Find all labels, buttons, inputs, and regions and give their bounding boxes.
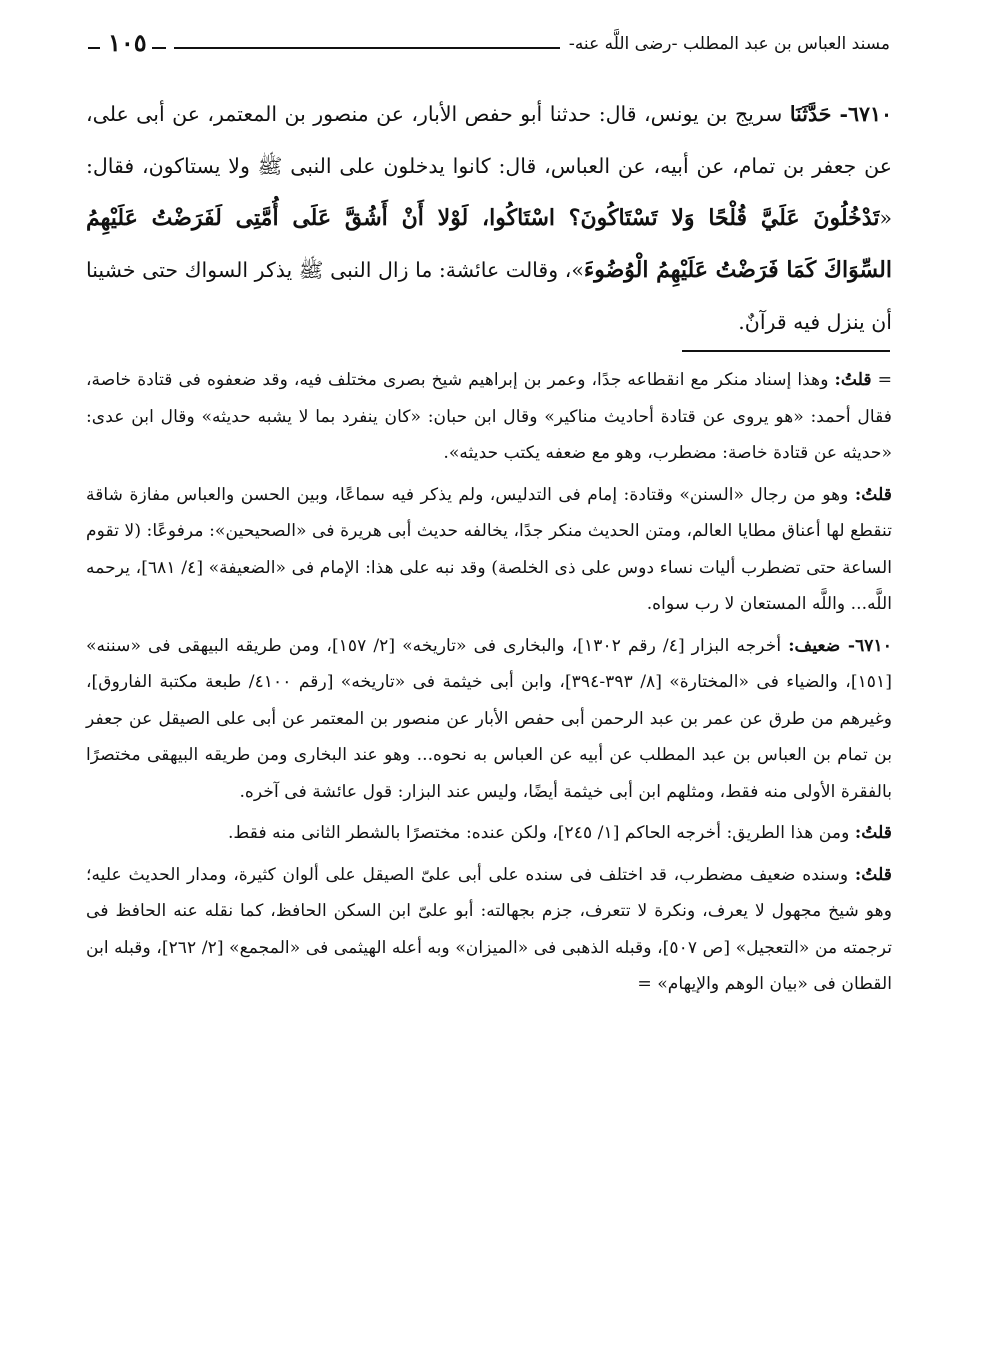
footnote-2 bbox=[86, 477, 892, 623]
footnote-label: قلتُ: bbox=[854, 484, 892, 505]
hadith-quote: تَدْخُلُونَ عَلَيَّ قُلْحًا وَلا تَسْتَاكُونَ؟ اسْتَاكُوا، لَوْلا أَنْ أَشُقَّ عَلَى أُمَّتِى لَفَرَضْتُ عَلَيْهِمُ السِّوَاكَ كَمَا فَرَضْتُ عَلَيْهِمُ الْوُضُوءَ bbox=[86, 205, 892, 283]
footnote-text: وسنده ضعيف مضطرب، قد اختلف فى سنده على أبى علىّ الصيقل على ألوان كثيرة، ومدار الحديث عليه؛ وهو شيخ مجهول لا يعرف، ونكرة لا تتعرف، جزم بجهالته: أبو علىّ ابن السكن الحافظ، كما نقله عنه الحافظ فى ترجمته من «التعجيل» [ص ٥٠٧]، وقبله الذهبى فى «الميزان» وبه أعله الهيثمى فى «المجمع» [٢/ ٢٦٢]، وقبله ابن القطان فى «بيان الوهم والإيهام» = bbox=[86, 864, 892, 994]
hadith-ending: »، وقالت عائشة: ما زال النبى ﷺ يذكر السواك حتى خشينا أن ينزل فيه قرآنٌ. bbox=[86, 258, 892, 334]
header-rule bbox=[174, 47, 560, 49]
hadith-isnad: سريج بن يونس، قال: حدثنا أبو حفص الأبار، عن منصور بن المعتمر، عن أبى على، عن جعفر بن تمام، عن أبيه، عن العباس، قال: كانوا يدخلون على النبى ﷺ ولا يستاكون، فقال: « bbox=[86, 102, 892, 230]
footnote-text: وهو من رجال «السنن» وقتادة: إمام فى التدليس، ولم يذكر فيه سماعًا، وبين الحسن والعباس مفازة شاقة تنقطع لها أعناق مطايا العالم، ومتن الحديث منكر جدًا، يخالفه حديث أبى هريرة فى «الصحيحين»: مرفوعًا: (لا تقوم الساعة حتى تضطرب أليات نساء دوس على ذى الخلصة) وقد نبه على هذا: الإمام فى «الضعيفة» [٤/ ٦٨١]، يرحمه اللَّه... واللَّه المستعان لا رب سواه. bbox=[86, 484, 892, 614]
footnote-1 bbox=[86, 362, 892, 472]
footnote-label: ٦٧١٠- ضعيف: bbox=[788, 635, 893, 656]
running-header bbox=[88, 28, 890, 64]
footnote-3 bbox=[86, 628, 892, 811]
footnote-separator bbox=[682, 350, 890, 352]
header-dash-left bbox=[88, 47, 100, 49]
footnote-4 bbox=[86, 815, 892, 852]
continuation-mark: = bbox=[877, 370, 893, 390]
footnote-text: ومن هذا الطريق: أخرجه الحاكم [١/ ٢٤٥]، ولكن عنده: مختصرًا بالشطر الثانى منه فقط. bbox=[227, 823, 855, 843]
header-dash-right bbox=[152, 47, 166, 49]
footnote-text: أخرجه البزار [٤/ رقم ١٣٠٢]، والبخارى فى «تاريخه» [٢/ ١٥٧]، ومن طريقه البيهقى فى «سننه» [١٥١]، والضياء فى «المختارة» [٨/ ٣٩٣-٣٩٤]، وابن أبى خيثمة فى «تاريخه» [رقم ٤١٠٠/ طبعة مكتبة الفاروق]، وغيرهم من طرق عن عمر بن عبد الرحمن أبى حفص الأبار عن منصور بن المعتمر عن أبى على الصيقل عن جعفر بن تمام بن العباس بن عبد المطلب عن أبيه عن العباس به نحوه... وهو عند البخارى ومن طريقه البيهقى مختصرًا بالفقرة الأولى منه فقط، ومثلهم ابن أبى خيثمة أيضًا، وليس عند البزار: قول عائشة فى آخره. bbox=[86, 635, 892, 802]
footnote-label: قلتُ: bbox=[854, 864, 892, 885]
header-title: مسند العباس بن عبد المطلب -رضى اللَّه عنه- bbox=[568, 34, 890, 54]
footnote-label: قلتُ: bbox=[854, 823, 892, 843]
footnote-label: قلتُ: bbox=[834, 370, 872, 390]
page-number: ١٠٥ bbox=[108, 28, 147, 57]
hadith-text bbox=[86, 88, 892, 348]
footnote-5 bbox=[86, 857, 892, 1003]
hadith-number: ٦٧١٠- حَدَّثَنَا bbox=[789, 102, 892, 126]
footnote-text: وهذا إسناد منكر مع انقطاعه جدًا، وعمر بن إبراهيم شيخ بصرى مختلف فيه، وقد ضعفوه فى قتادة خاصة، فقال أحمد: «هو يروى عن قتادة أحاديث مناكير» وقال ابن حبان: «كان ينفرد بما لا يشبه حديثه» وقال ابن عدى: «حديثه عن قتادة خاصة: مضطرب، وهو مع ضعفه يكتب حديثه». bbox=[86, 370, 892, 463]
footnotes bbox=[86, 362, 892, 1008]
